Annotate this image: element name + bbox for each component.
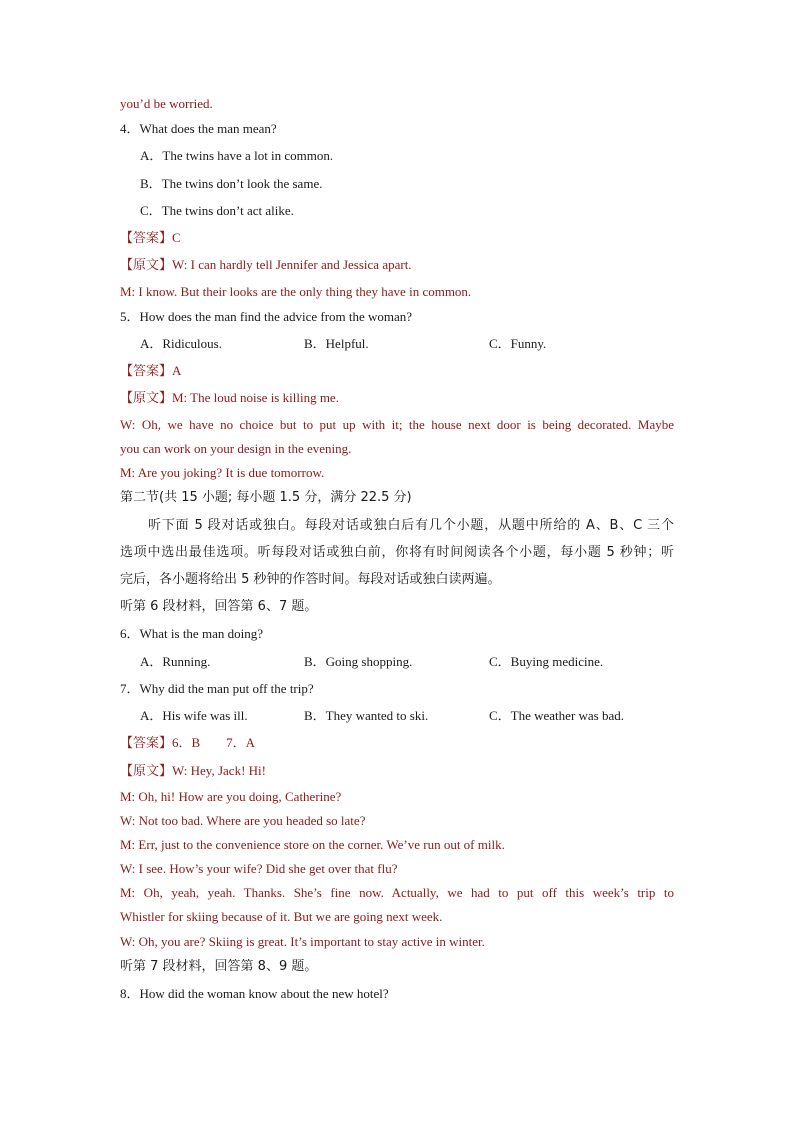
transcript-line: W: Not too bad. Where are you headed so late?	[120, 813, 366, 828]
answer-5: 【答案】A	[120, 363, 182, 378]
transcript-line: M: Oh, hi! How are you doing, Catherine?	[120, 789, 342, 804]
instructions-line: 选项中选出最佳选项。听每段对话或独白前，你将有时间阅读各个小题，每小题 5 秒钟；听	[120, 545, 674, 560]
instructions-line: 听下面 5 段对话或独白。每段对话或独白后有几个小题，从题中所给的 A、B、C 三个	[148, 518, 674, 533]
transcript-line: W: Oh, we have no choice but to put up with it; the house next door is being decorated. Maybe	[120, 417, 674, 432]
transcript-line: M: Are you joking? It is due tomorrow.	[120, 465, 325, 480]
option-7c: C．The weather was bad.	[489, 708, 625, 723]
question-4: 4．What does the man mean?	[120, 121, 277, 136]
question-8: 8．How did the woman know about the new hotel?	[120, 986, 389, 1001]
transcript-line: you’d be worried.	[120, 96, 213, 111]
transcript-line: M: Oh, yeah, yeah. Thanks. She’s fine now. Actually, we had to put off this week’s trip to	[120, 885, 674, 900]
option-5c: C．Funny.	[489, 336, 547, 351]
transcript-6: 【原文】W: Hey, Jack! Hi!	[120, 763, 266, 778]
option-4b: B．The twins don’t look the same.	[140, 176, 323, 191]
option-7a: A．His wife was ill.	[140, 708, 248, 723]
instructions-line: 完后，各小题将给出 5 秒钟的作答时间。每段对话或独白读两遍。	[120, 572, 501, 587]
option-5b: B．Helpful.	[304, 336, 369, 351]
transcript-line: you can work on your design in the evening.	[120, 441, 352, 456]
transcript-4: 【原文】W: I can hardly tell Jennifer and Jessica apart.	[120, 257, 412, 272]
transcript-line: W: I see. How’s your wife? Did she get over that flu?	[120, 861, 398, 876]
option-4c: C．The twins don’t act alike.	[140, 203, 294, 218]
answer-6-7: 【答案】6．B 7．A	[120, 735, 256, 750]
section-heading: 第二节(共 15 小题; 每小题 1.5 分，满分 22.5 分)	[120, 490, 412, 505]
question-5: 5．How does the man find the advice from the woman?	[120, 309, 413, 324]
answer-4: 【答案】C	[120, 230, 181, 245]
question-6: 6．What is the man doing?	[120, 626, 263, 641]
transcript-5: 【原文】M: The loud noise is killing me.	[120, 390, 339, 405]
transcript-line: M: I know. But their looks are the only thing they have in common.	[120, 284, 472, 299]
option-7b: B．They wanted to ski.	[304, 708, 429, 723]
option-6c: C．Buying medicine.	[489, 654, 604, 669]
question-7: 7．Why did the man put off the trip?	[120, 681, 314, 696]
material-heading: 听第 7 段材料，回答第 8、9 题。	[120, 959, 318, 974]
transcript-line: M: Err, just to the convenience store on the corner. We’ve run out of milk.	[120, 837, 505, 852]
transcript-line: Whistler for skiing because of it. But we are going next week.	[120, 909, 443, 924]
material-heading: 听第 6 段材料，回答第 6、7 题。	[120, 599, 318, 614]
transcript-line: W: Oh, you are? Skiing is great. It’s important to stay active in winter.	[120, 934, 485, 949]
option-6a: A．Running.	[140, 654, 211, 669]
option-5a: A．Ridiculous.	[140, 336, 222, 351]
option-4a: A．The twins have a lot in common.	[140, 148, 334, 163]
option-6b: B．Going shopping.	[304, 654, 413, 669]
